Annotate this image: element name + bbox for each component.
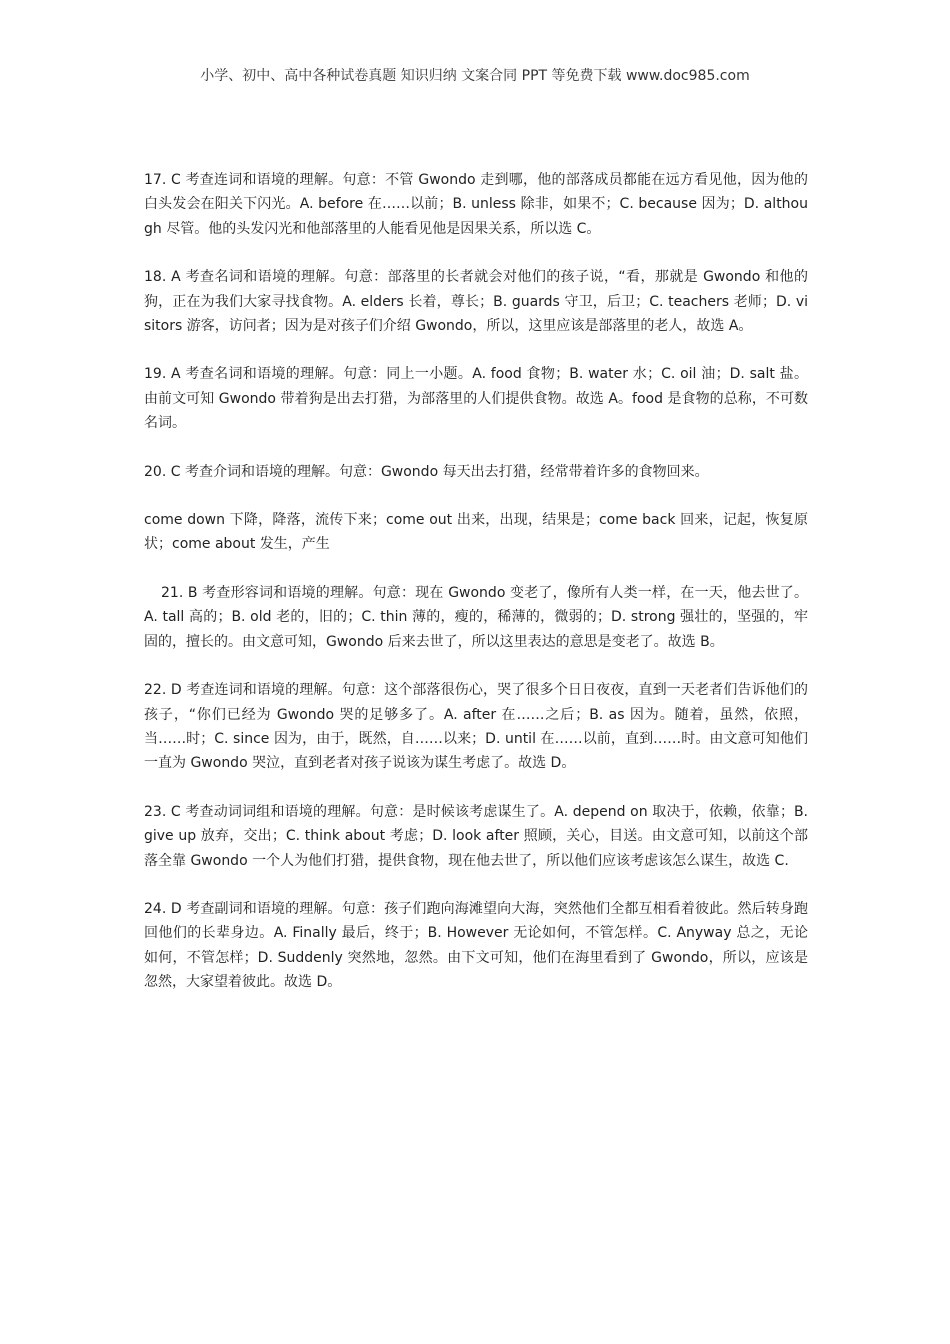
answer-paragraph-19: 19. A 考查名词和语境的理解。句意：同上一小题。A. food 食物；B. water 水；C. oil 油；D. salt 盐。由前文可知 Gwondo 带着狗是出去打猎，为部落里的人们提供食物。故选 A。food 是食物的总称，不可数名词。 bbox=[144, 366, 808, 432]
answer-paragraph-17: 17. C 考查连词和语境的理解。句意：不管 Gwondo 走到哪，他的部落成员都能在远方看见他，因为他的白头发会在阳关下闪光。A. before 在……以前；B. unless 除非，如果不；C. because 因为；D. although 尽管。他的头发闪光和他部落里的人能看见他是因果关系，所以选 C。 bbox=[144, 172, 808, 237]
answer-paragraph-23: 23. C 考查动词词组和语境的理解。句意：是时候该考虑谋生了。A. depend on 取决于，依赖，依靠；B. give up 放弃，交出；C. think about 考虑；D. look after 照顾，关心，目送。由文意可知，以前这个部落全靠 Gwondo 一个人为他们打猎，提供食物，现在他去世了，所以他们应该考虑该怎么谋生，故选 C. bbox=[144, 803, 808, 869]
answer-paragraph-18: 18. A 考查名词和语境的理解。句意：部落里的长者就会对他们的孩子说，“看，那就是 Gwondo 和他的狗，正在为我们大家寻找食物。A. elders 长着，尊长；B. guards 守卫，后卫；C. teachers 老师；D. visitors 游客，访问者；因为是对孩子们介绍 Gwondo，所以，这里应该是部落里的老人，故选 A。 bbox=[144, 269, 808, 335]
answer-paragraph-22: 22. D 考查连词和语境的理解。句意：这个部落很伤心，哭了很多个日日夜夜，直到一天老者们告诉他们的孩子，“你们已经为 Gwondo 哭的足够多了。A. after 在……之后；B. as 因为。随着，虽然，依照，当……时；C. since 因为，由于，既然，自……以来；D. until 在……以前，直到……时。由文意可知他们一直为 Gwondo 哭泣，直到老者对孩子说该为谋生考虑了。故选 D。 bbox=[144, 682, 808, 772]
answer-paragraph-24: 24. D 考查副词和语境的理解。句意：孩子们跑向海滩望向大海，突然他们全都互相看着彼此。然后转身跑回他们的长辈身边。A. Finally 最后，终于；B. However 无论如何，不管怎样。C. Anyway 总之，无论如何，不管怎样；D. Suddenly 突然地，忽然。由下文可知，他们在海里看到了 Gwondo，所以，应该是忽然，大家望着彼此。故选 D。 bbox=[144, 900, 808, 991]
page-header: 小学、初中、高中各种试卷真题 知识归纳 文案合同 PPT 等免费下载 www.doc985.com bbox=[200, 68, 750, 84]
answer-paragraph-20: 20. C 考查介词和语境的理解。句意：Gwondo 每天出去打猎，经常带着许多的食物回来。 bbox=[144, 463, 709, 480]
document-body bbox=[144, 168, 808, 1019]
vocabulary-paragraph-20: come down 下降，降落，流传下来；come out 出来，出现，结果是；come back 回来，记起，恢复原状；come about 发生，产生 bbox=[144, 512, 808, 553]
answer-paragraph-21: 21. B 考查形容词和语境的理解。句意：现在 Gwondo 变老了，像所有人类一样，在一天，他去世了。A. tall 高的；B. old 老的，旧的；C. thin 薄的，瘦的，稀薄的，微弱的；D. strong 强壮的，坚强的，牢固的，擅长的。由文意可知，Gwondo 后来去世了，所以这里表达的意思是变老了。故选 B。 bbox=[144, 584, 808, 650]
